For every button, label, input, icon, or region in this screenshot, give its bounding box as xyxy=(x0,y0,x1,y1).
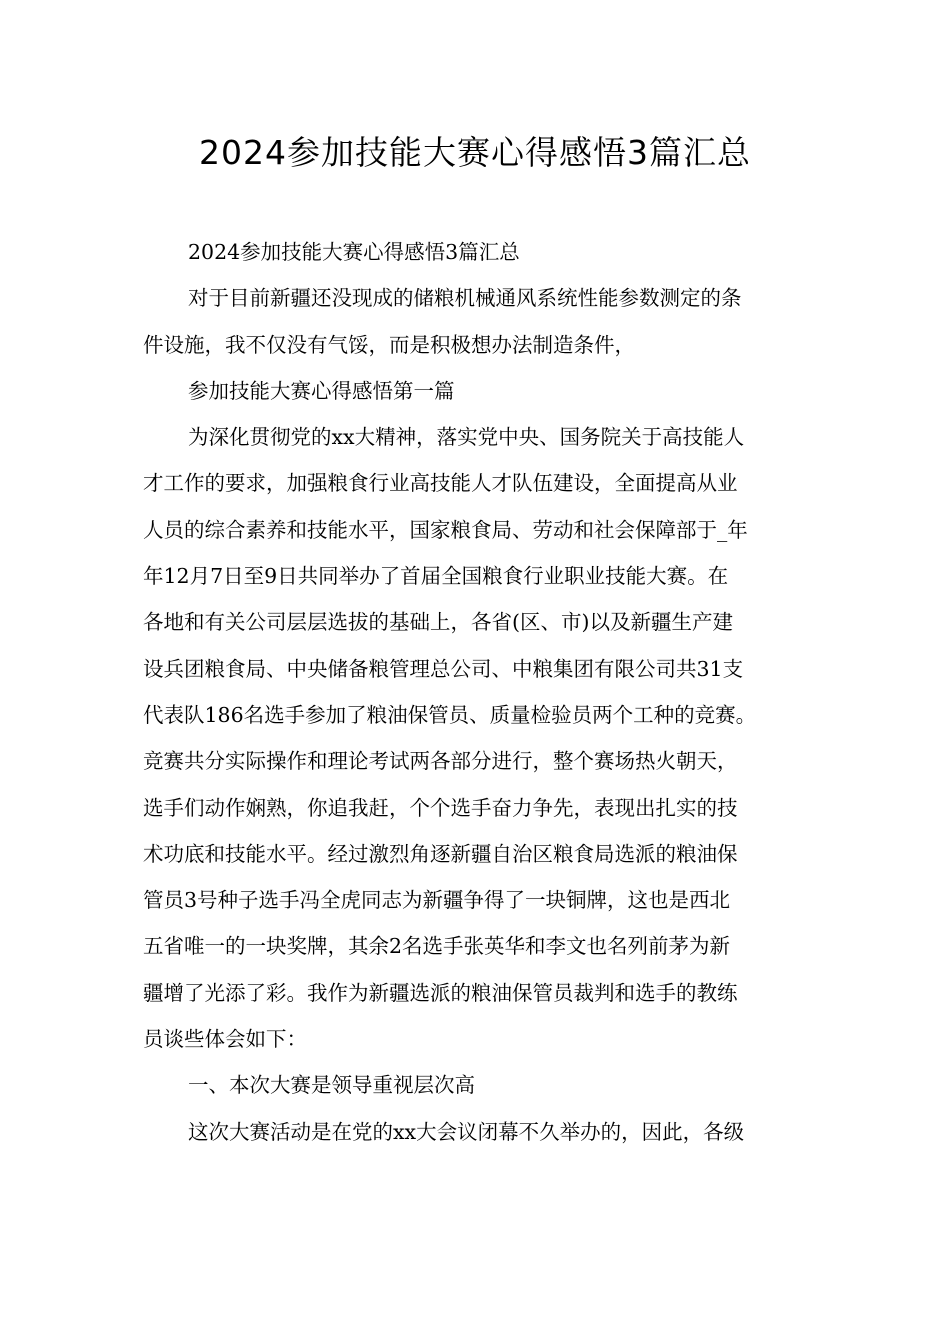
text-line: 件设施，我不仅没有气馁，而是积极想办法制造条件， xyxy=(143,332,635,357)
document-body xyxy=(143,229,813,1155)
text-line: 员谈些体会如下： xyxy=(143,1027,307,1052)
text-line: 对于目前新疆还没现成的储粮机械通风系统性能参数测定的条 xyxy=(188,286,742,311)
text-line: 竞赛共分实际操作和理论考试两各部分进行，整个赛场热火朝天， xyxy=(143,749,738,774)
text-line: 参加技能大赛心得感悟第一篇 xyxy=(188,378,455,403)
text-line: 管员3号种子选手冯全虎同志为新疆争得了一块铜牌，这也是西北 xyxy=(143,888,731,913)
text-line: 为深化贯彻党的xx大精神，落实党中央、国务院关于高技能人 xyxy=(188,425,745,450)
text-line: 年12月7日至9日共同举办了首届全国粮食行业职业技能大赛。在 xyxy=(143,564,729,589)
text-line: 五省唯一的一块奖牌，其余2名选手张英华和李文也名列前茅为新 xyxy=(143,934,731,959)
text-line: 术功底和技能水平。经过激烈角逐新疆自治区粮食局选派的粮油保 xyxy=(143,841,738,866)
text-line: 疆增了光添了彩。我作为新疆选派的粮油保管员裁判和选手的教练 xyxy=(143,980,738,1005)
text-line: 这次大赛活动是在党的xx大会议闭幕不久举办的，因此，各级 xyxy=(188,1119,745,1144)
text-line: 一、本次大赛是领导重视层次高 xyxy=(188,1073,475,1098)
document-title: 2024参加技能大赛心得感悟3篇汇总 xyxy=(199,133,751,172)
text-line: 才工作的要求，加强粮食行业高技能人才队伍建设，全面提高从业 xyxy=(143,471,738,496)
text-line: 人员的综合素养和技能水平，国家粮食局、劳动和社会保障部于_年 xyxy=(143,517,748,542)
text-line: 代表队186名选手参加了粮油保管员、质量检验员两个工种的竞赛。 xyxy=(143,702,757,727)
text-line: 设兵团粮食局、中央储备粮管理总公司、中粮集团有限公司共31支 xyxy=(143,656,744,681)
text-line: 2024参加技能大赛心得感悟3篇汇总 xyxy=(188,240,520,264)
text-line: 选手们动作娴熟，你追我赶，个个选手奋力争先，表现出扎实的技 xyxy=(143,795,738,820)
text-line: 各地和有关公司层层选拔的基础上，各省(区、市)以及新疆生产建 xyxy=(143,610,733,635)
